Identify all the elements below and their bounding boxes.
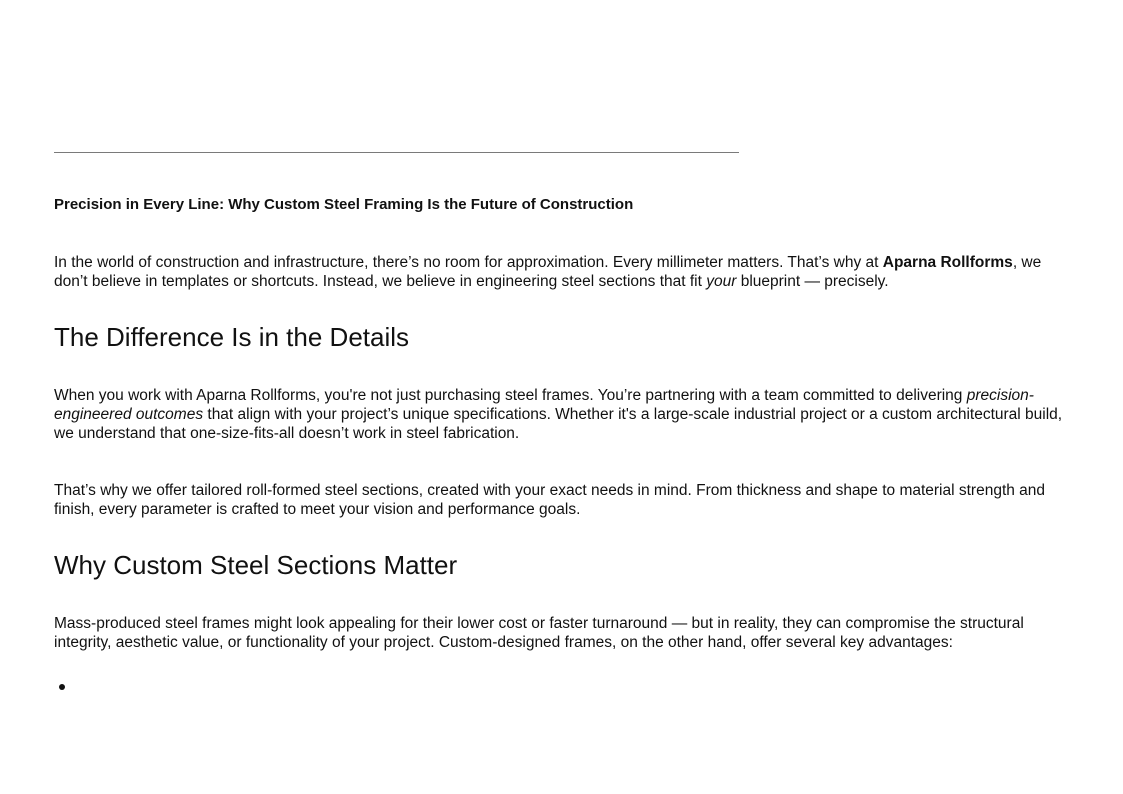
- section-heading-custom-sections: Why Custom Steel Sections Matter: [54, 550, 458, 580]
- intro-text-2: , we don’t believe in templates or shortcuts. Instead, we believe in engineering steel sections that fit: [54, 254, 1042, 290]
- brand-name: Aparna Rollforms: [882, 254, 1013, 271]
- details-text-1: When you work with Aparna Rollforms, you're not just purchasing steel frames. You’re partnering with a team committed to delivering: [54, 387, 967, 404]
- intro-text-3: blueprint — precisely.: [736, 273, 889, 290]
- custom-sections-paragraph: Mass-produced steel frames might look appealing for their lower cost or faster turnaround — but in reality, they can compromise the structural integrity, aesthetic value, or functionality of your project. Custom-designed frames, on the other hand, offer several key advantages:: [54, 615, 1024, 651]
- horizontal-divider: [54, 152, 739, 153]
- details-paragraph-1: [54, 386, 1070, 443]
- article-subtitle: Precision in Every Line: Why Custom Steel Framing Is the Future of Construction: [54, 196, 634, 213]
- details-text-2: that align with your project’s unique specifications. Whether it's a large-scale industrial project or a custom architectural build, we understand that one-size-fits-all doesn’t work in steel fabrication.: [54, 406, 1063, 442]
- intro-emphasis: your: [706, 273, 737, 290]
- section-heading-details: The Difference Is in the Details: [54, 322, 410, 352]
- details-paragraph-2: That’s why we offer tailored roll-formed steel sections, created with your exact needs in mind. From thickness and shape to material strength and finish, every parameter is crafted to meet your vision and performance goals.: [54, 482, 1046, 518]
- intro-paragraph: [54, 253, 1070, 291]
- details-emphasis: precision-engineered outcomes: [54, 387, 1034, 423]
- list-bullet: [59, 684, 65, 690]
- intro-text-1: In the world of construction and infrastructure, there’s no room for approximation. Every millimeter matters. That’s why at: [54, 254, 883, 271]
